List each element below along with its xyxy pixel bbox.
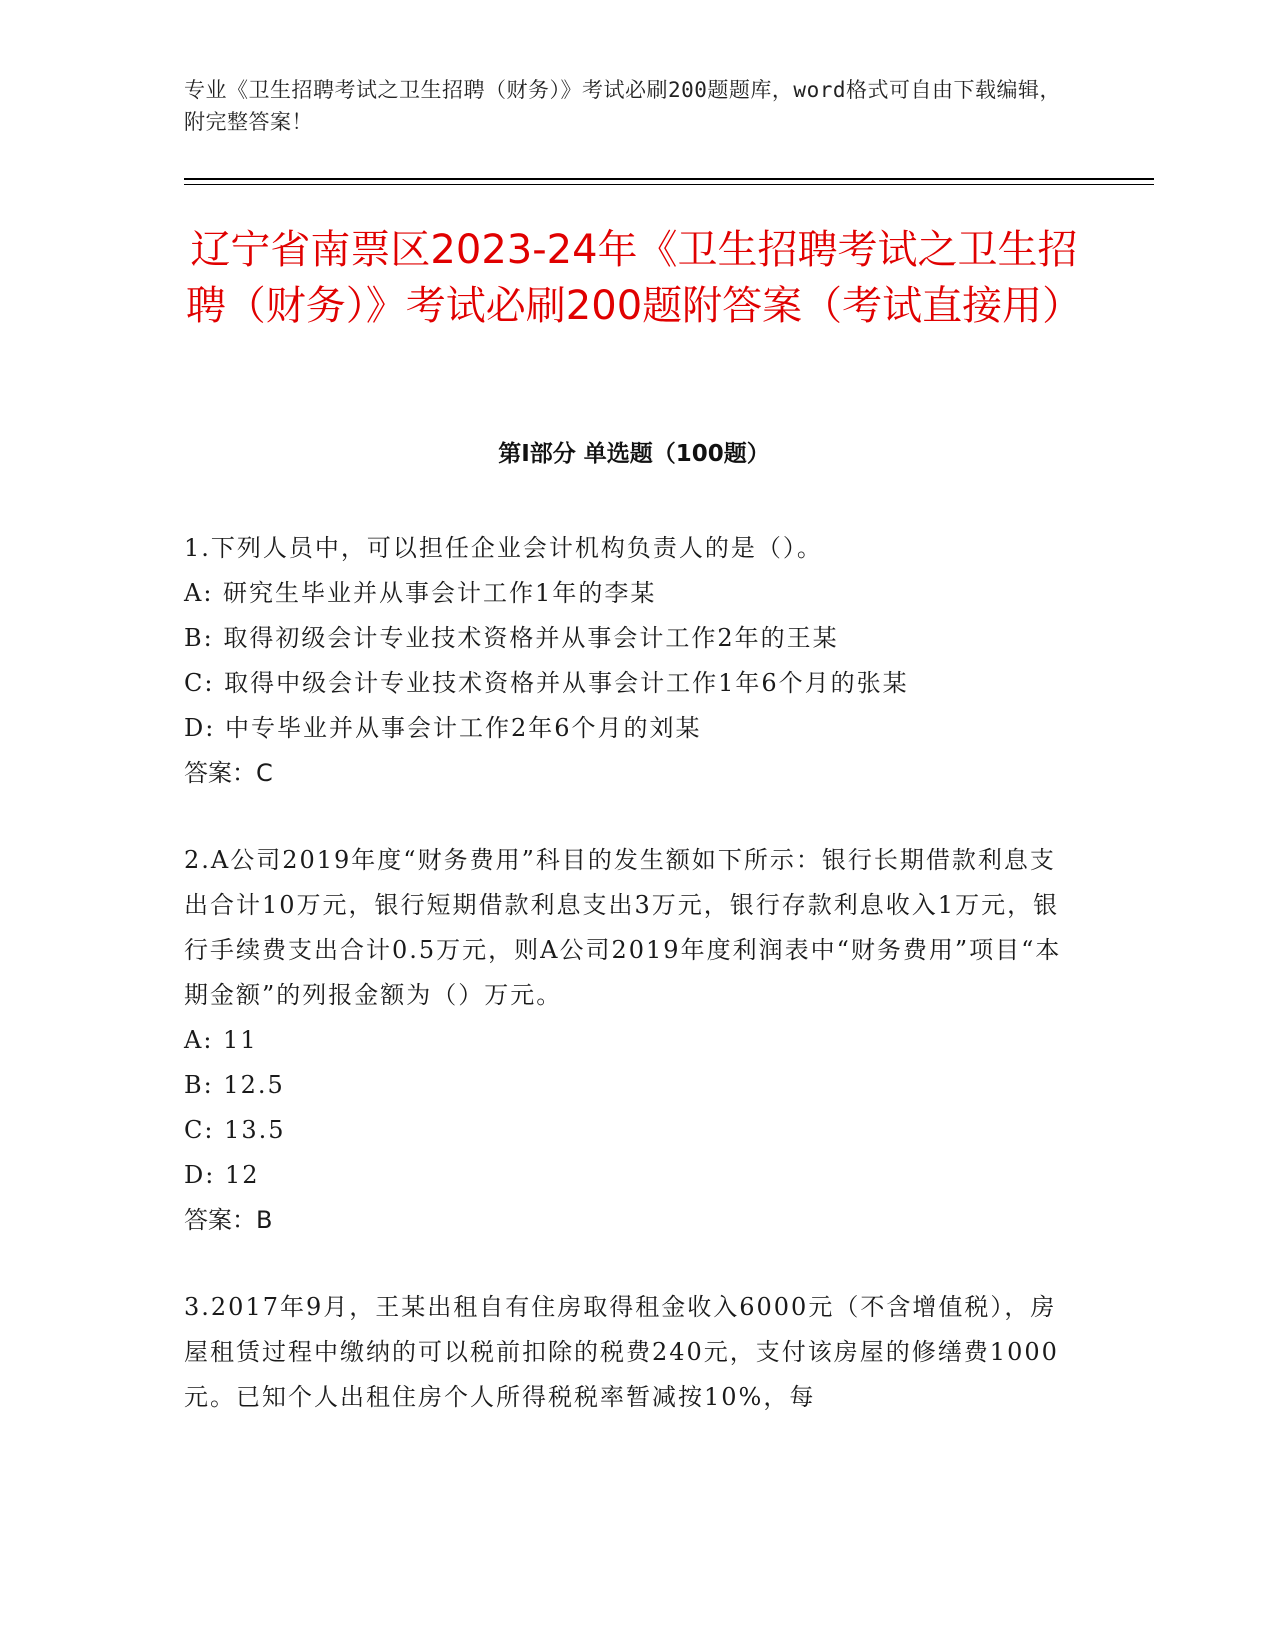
header-divider-thin: [184, 184, 1154, 185]
option-b: B: 取得初级会计专业技术资格并从事会计工作2年的王某: [184, 624, 839, 652]
question-list: [184, 526, 1064, 1462]
answer: 答案：C: [184, 759, 273, 787]
option-a: A: 11: [184, 1026, 258, 1054]
option-d: D: 中专毕业并从事会计工作2年6个月的刘某: [184, 714, 702, 742]
question-1: [184, 526, 1064, 796]
section-heading: 第Ⅰ部分 单选题（100题）: [498, 441, 770, 467]
question-stem: 2.A公司2019年度“财务费用”科目的发生额如下所示：银行长期借款利息支出合计10万元，银行短期借款利息支出3万元，银行存款利息收入1万元，银行手续费支出合计0.5万元，则A公司2019年度利润表中“财务费用”项目“本期金额”的列报金额为（）万元。: [184, 846, 1062, 1009]
document-title: 辽宁省南票区2023-24年《卫生招聘考试之卫生招聘（财务）》考试必刷200题附答案（考试直接用）: [185, 227, 1083, 329]
option-a: A: 研究生毕业并从事会计工作1年的李某: [184, 579, 657, 607]
option-d: D: 12: [184, 1161, 260, 1189]
option-c: C: 取得中级会计专业技术资格并从事会计工作1年6个月的张某: [184, 669, 909, 697]
question-stem: 1.下列人员中，可以担任企业会计机构负责人的是（）。: [184, 534, 823, 562]
option-c: C: 13.5: [184, 1116, 286, 1144]
header-divider-thick: [184, 178, 1154, 180]
answer: 答案：B: [184, 1206, 273, 1234]
question-3: [184, 1285, 1064, 1420]
question-2: [184, 838, 1064, 1243]
option-b: B: 12.5: [184, 1071, 285, 1099]
question-stem: 3.2017年9月，王某出租自有住房取得租金收入6000元（不含增值税），房屋租赁过程中缴纳的可以税前扣除的税费240元，支付该房屋的修缮费1000元。已知个人出租住房个人所得税税率暂减按10%，每: [184, 1293, 1059, 1411]
header-note: 专业《卫生招聘考试之卫生招聘（财务）》考试必刷200题题库，word格式可自由下载编辑，附完整答案！: [184, 78, 1061, 134]
